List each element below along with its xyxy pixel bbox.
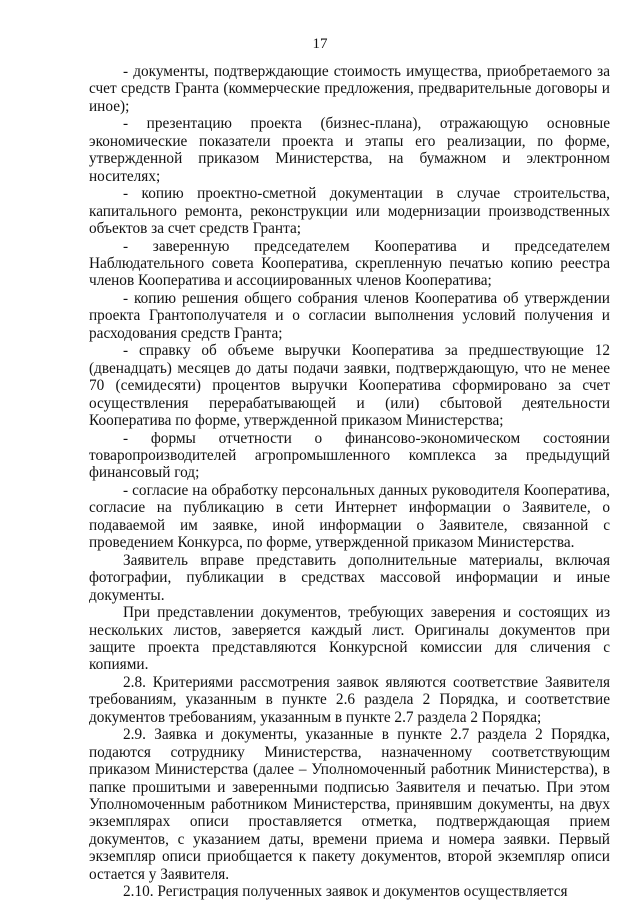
paragraph-certification-rules: При представлении документов, требующих заверения и состоящих из нескольких листов, заверяется каждый лист. Оригиналы документов при защите проекта представляются Конкурсной комиссии для сличения с копиями. (89, 604, 610, 674)
paragraph-design-estimate: - копию проектно-сметной документации в случае строительства, капитального ремонта, реконструкции или модернизации производственных объектов за счет средств Гранта; (89, 185, 610, 238)
paragraph-reporting-forms: - формы отчетности о финансово-экономическом состоянии товаропроизводителей агропромышленного комплекса за предыдущий финансовый год; (89, 429, 610, 482)
page-number: 17 (312, 36, 328, 52)
paragraph-property-cost-docs: - документы, подтверждающие стоимость имущества, приобретаемого за счет средств Гранта (коммерческие предложения, предварительные договоры и иное); (89, 63, 610, 115)
document-body (89, 63, 610, 901)
paragraph-section-2-9: 2.9. Заявка и документы, указанные в пункте 2.7 раздела 2 Порядка, подаются сотруднику Министерства, назначенному соответствующим приказом Министерства (далее – Уполномоченный работник Министерства), в папке прошитыми и заверенными подписью Заявителя и печатью. При этом Уполномоченным работником Министерства, принявшим документы, на двух экземплярах описи проставляется отметка, подтверждающая прием документов, с указанием даты, времени приема и номера заявки. Первый экземпляр описи приобщается к пакету документов, второй экземпляр описи остается у Заявителя. (89, 726, 610, 883)
paragraph-personal-data-consent: - согласие на обработку персональных данных руководителя Кооператива, согласие на публикацию в сети Интернет информации о Заявителе, о подаваемой им заявке, иной информации о Заявителе, связанной с проведением Конкурса, по форме, утвержденной приказом Министерства. (89, 481, 610, 552)
paragraph-business-plan: - презентацию проекта (бизнес-плана), отражающую основные экономические показатели проекта и этапы его реализации, по форме, утвержденной приказом Министерства, на бумажном и электронном носителях; (89, 115, 610, 185)
paragraph-members-registry: - заверенную председателем Кооператива и председателем Наблюдательного совета Кооператива, скрепленную печатью копию реестра членов Кооператива и ассоциированных членов Кооператива; (89, 237, 610, 290)
paragraph-section-2-8: 2.8. Критериями рассмотрения заявок являются соответствие Заявителя требованиям, указанным в пункте 2.6 раздела 2 Порядка, и соответствие документов требованиям, указанным в пункте 2.7 раздела 2 Порядка; (89, 673, 610, 726)
paragraph-general-meeting: - копию решения общего собрания членов Кооператива об утверждении проекта Грантополучателя и о согласии выполнения условий получения и расходования средств Гранта; (89, 289, 610, 342)
paragraph-revenue-certificate: - справку об объеме выручки Кооператива за предшествующие 12 (двенадцать) месяцев до даты подачи заявки, подтверждающую, что не менее 70 (семидесяти) процентов выручки Кооператива сформировано за счет осуществления перерабатывающей и (или) сбытовой деятельности Кооператива по форме, утвержденной приказом Министерства; (89, 342, 610, 430)
paragraph-section-2-10: 2.10. Регистрация полученных заявок и документов осуществляется (123, 883, 568, 901)
paragraph-additional-materials: Заявитель вправе представить дополнительные материалы, включая фотографии, публикации в средствах массовой информации и иные документы. (89, 551, 610, 604)
